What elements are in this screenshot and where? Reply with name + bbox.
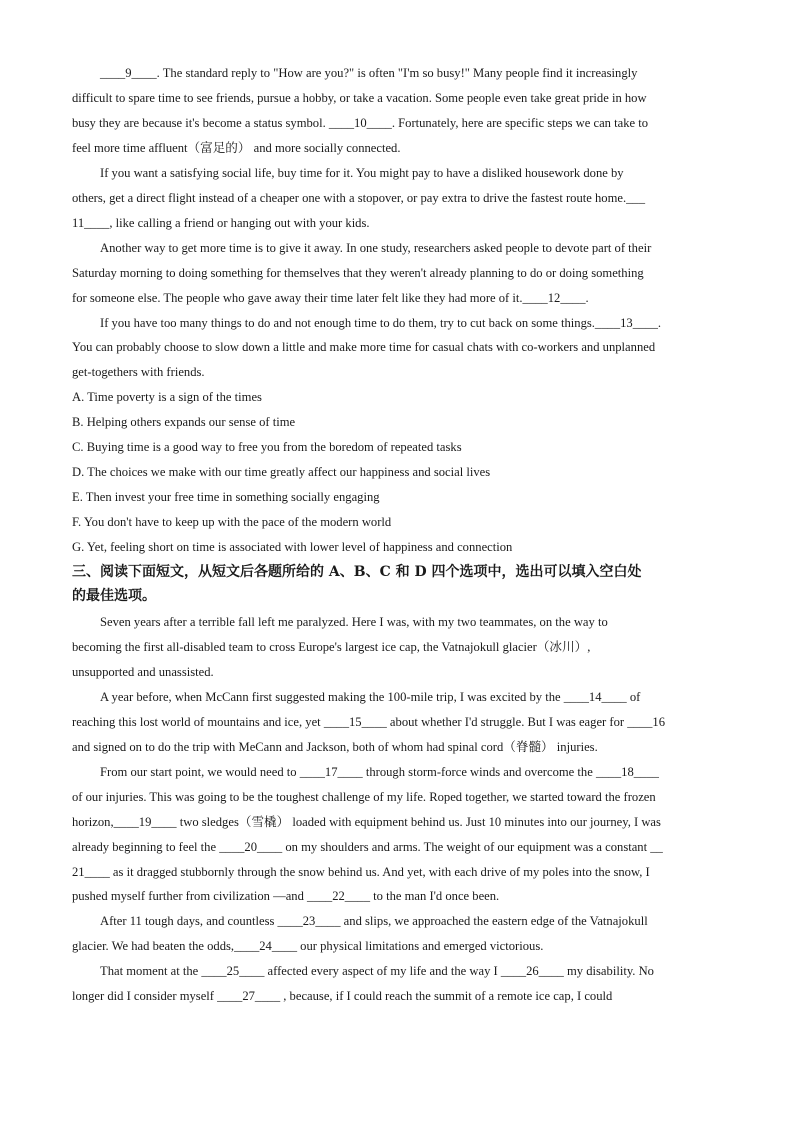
section-heading: 三、阅读下面短文，从短文后各题所给的 A、B、C 和 D 四个选项中，选出可以填入空白处 xyxy=(72,564,642,580)
text-line: reaching this lost world of mountains and ice, yet ____15____ about whether I'd struggle. But I was eager for ____16 xyxy=(72,714,665,729)
text-line: If you want a satisfying social life, buy time for it. You might pay to have a disliked housework done by xyxy=(100,165,624,180)
text-line: Seven years after a terrible fall left me paralyzed. Here I was, with my two teammates, on the way to xyxy=(100,615,608,629)
text-line: 21____ as it dragged stubbornly through the snow behind us. And yet, with each drive of my poles into the snow, I xyxy=(72,864,650,879)
text-line: G. Yet, feeling short on time is associated with lower level of happiness and connection xyxy=(72,540,513,555)
text-line: That moment at the ____25____ affected every aspect of my life and the way I ____26____ my disability. No xyxy=(100,964,654,979)
text-line: You can probably choose to slow down a little and make more time for casual chats with co-workers and unplanned xyxy=(72,340,656,355)
text-line: difficult to spare time to see friends, pursue a hobby, or take a vacation. Some people even take great pride in how xyxy=(72,90,647,105)
text-line: F. You don't have to keep up with the pace of the modern world xyxy=(72,515,392,530)
text-line: of our injuries. This was going to be the toughest challenge of my life. Roped together, we started toward the frozen xyxy=(72,789,656,804)
text-line: ____9____. The standard reply to "How are you?" is often "I'm so busy!" Many people find it increasingly xyxy=(100,66,638,80)
text-line: feel more time affluent（富足的） and more socially connected. xyxy=(72,140,401,155)
text-line: becoming the first all-disabled team to cross Europe's largest ice cap, the Vatnajokull glacier（冰川）, xyxy=(72,639,591,654)
text-line: Another way to get more time is to give it away. In one study, researchers asked people to devote part of their xyxy=(100,240,652,255)
text-line: horizon,____19____ two sledges（雪橇） loaded with equipment behind us. Just 10 minutes into our journey, I was xyxy=(72,814,661,829)
text-line: for someone else. The people who gave away their time later felt like they had more of it.____12____. xyxy=(72,290,589,305)
text-line: busy they are because it's become a status symbol. ____10____. Fortunately, here are specific steps we can take to xyxy=(72,115,649,130)
text-line: D. The choices we make with our time greatly affect our happiness and social lives xyxy=(72,465,491,480)
text-line: If you have too many things to do and not enough time to do them, try to cut back on some things.____13____. xyxy=(100,315,662,330)
text-line: 11____, like calling a friend or hanging out with your kids. xyxy=(72,215,370,230)
section-heading-continued: 的最佳选项。 xyxy=(72,588,156,604)
text-line: glacier. We had beaten the odds,____24____ our physical limitations and emerged victorious. xyxy=(72,939,544,954)
text-line: and signed on to do the trip with MeCann and Jackson, both of whom had spinal cord（脊髓） injuries. xyxy=(72,739,598,754)
text-line: get-togethers with friends. xyxy=(72,365,205,380)
text-line: E. Then invest your free time in something socially engaging xyxy=(72,490,380,505)
text-line: others, get a direct flight instead of a cheaper one with a stopover, or pay extra to drive the fastest route home.___ xyxy=(72,190,646,205)
text-line: longer did I consider myself ____27____ , because, if I could reach the summit of a remote ice cap, I could xyxy=(72,989,613,1004)
text-line: C. Buying time is a good way to free you from the boredom of repeated tasks xyxy=(72,440,462,455)
text-line: Saturday morning to doing something for themselves that they weren't already planning to do or doing something xyxy=(72,265,644,280)
text-line: already beginning to feel the ____20____ on my shoulders and arms. The weight of our equipment was a constant __ xyxy=(72,839,663,854)
text-line: B. Helping others expands our sense of time xyxy=(72,415,296,430)
text-line: pushed myself further from civilization —and ____22____ to the man I'd once been. xyxy=(72,889,500,904)
text-line: unsupported and unassisted. xyxy=(72,664,214,679)
text-line: From our start point, we would need to ____17____ through storm-force winds and overcome the ____18____ xyxy=(100,764,659,779)
text-line: A. Time poverty is a sign of the times xyxy=(72,390,262,405)
text-line: After 11 tough days, and countless ____23____ and slips, we approached the eastern edge of the Vatnajokull xyxy=(100,914,648,929)
text-line: A year before, when McCann first suggested making the 100-mile trip, I was excited by the ____14____ of xyxy=(100,689,641,704)
